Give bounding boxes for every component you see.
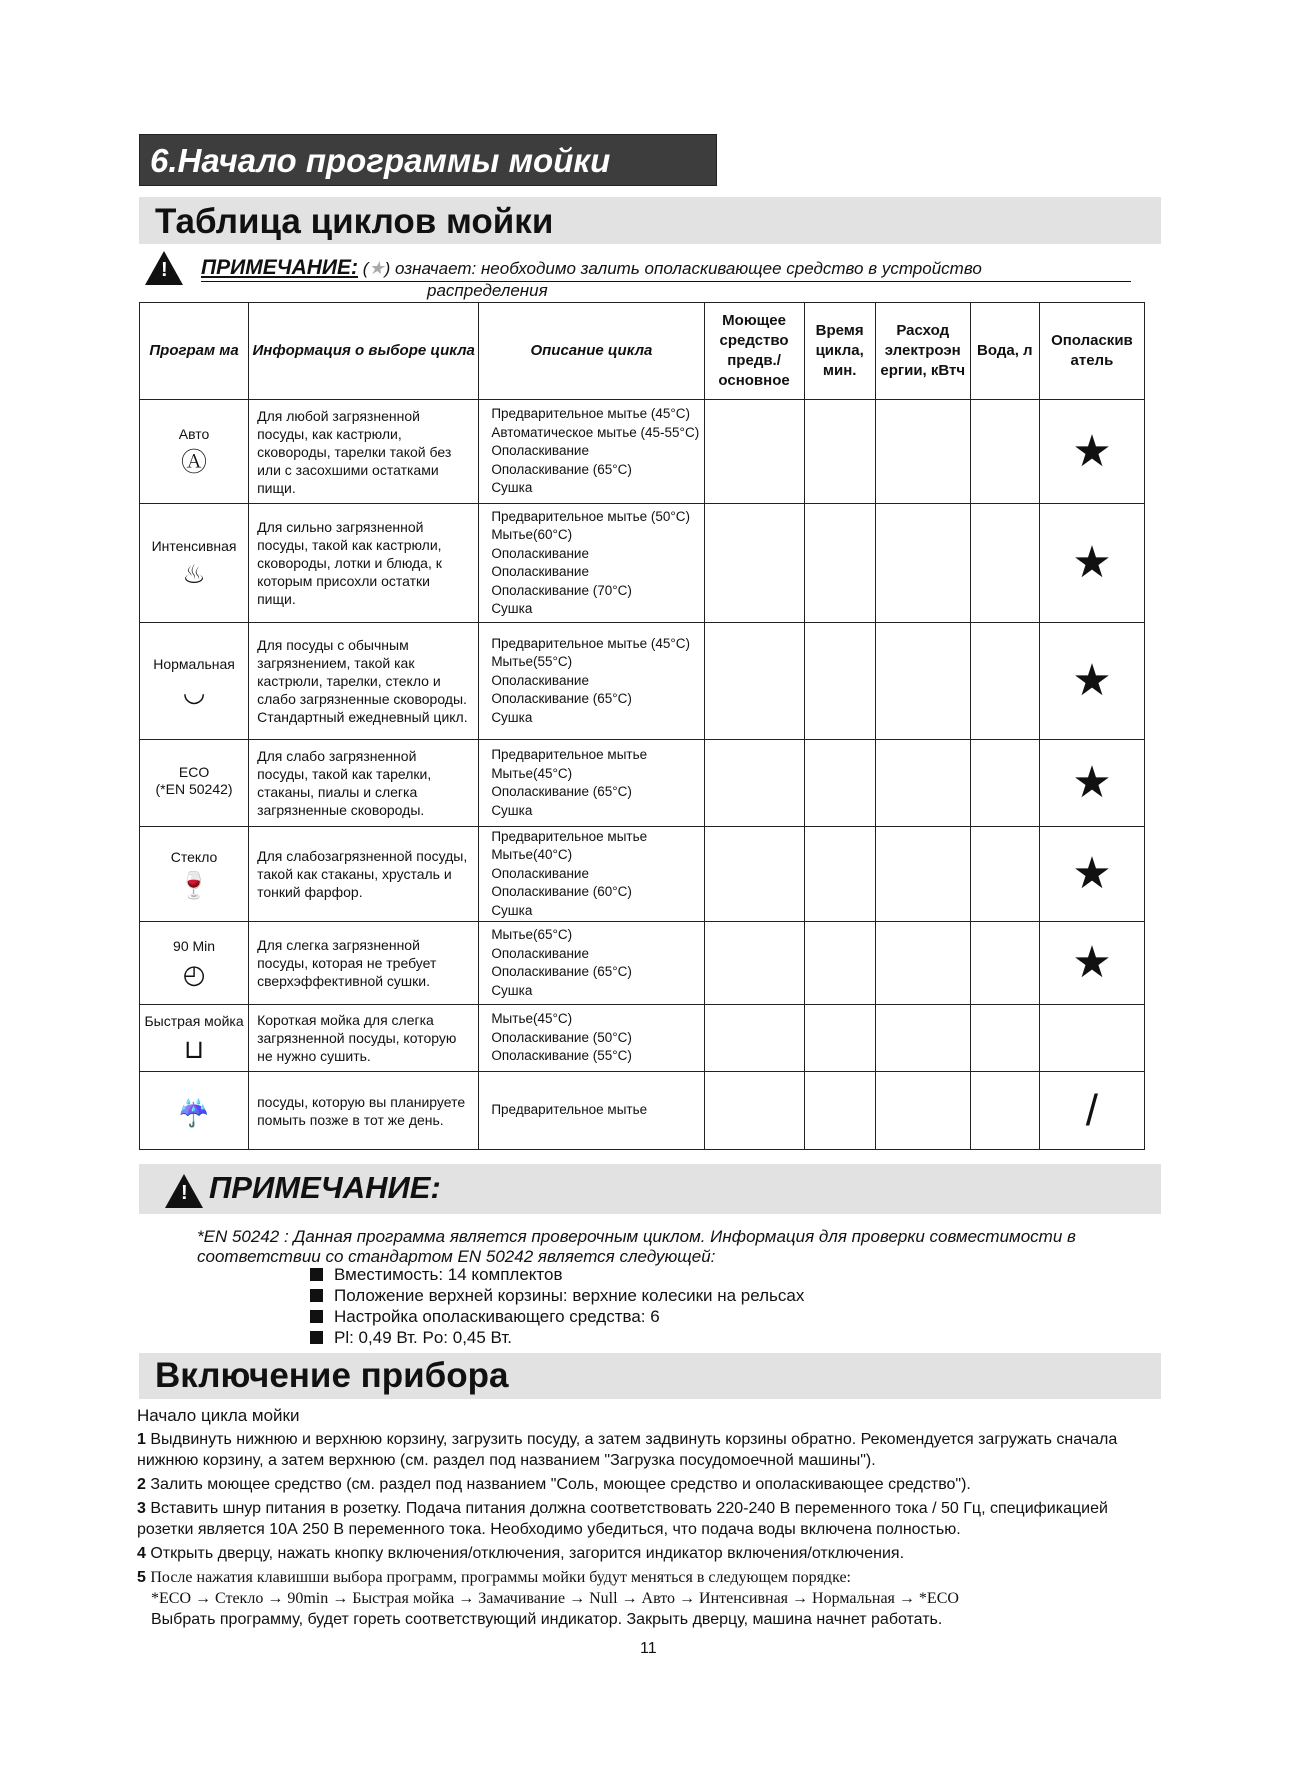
cycle-step: Автоматическое мытье (45-55°C) [491,424,700,440]
program-name: Стекло [170,848,218,865]
steps [137,1405,1167,1630]
program-name: 90 Min [173,937,216,954]
cycle-step: Ополаскивание (70°C) [491,582,632,598]
cycle-description [479,504,704,623]
page-title: 6.Начало программы мойки [139,134,717,186]
header-energy: Расход электроэн ергии, кВтч [875,303,970,400]
program-name: Быстрая мойка [144,1012,244,1029]
table-row [140,922,1145,1005]
program-cell [140,504,249,623]
cycle-step: Сушка [491,480,533,496]
cycle-step: Ополаскивание (65°C) [491,964,632,979]
water-cell [970,400,1039,504]
wash-cycle-table [139,302,1145,1150]
program-info: Для слабо загрязненной посуды, такой как тарелки, стаканы, пиалы и слегка загрязненные сковороды. [249,740,479,827]
time-cell [804,1072,875,1150]
water-cell [970,827,1039,922]
cycle-step: Ополаскивание (60°C) [491,884,632,900]
program-name-note: (*EN 50242) [155,781,233,797]
cycle-step: Мытье(45°C) [491,765,573,781]
rinse-aid-cell: ★ [1039,740,1144,827]
warning-icon: ! [165,1174,203,1208]
water-cell [970,504,1039,623]
program-name: Интенсивная [151,537,237,554]
cycle-step: Предварительное мытье (50°C) [491,508,691,524]
cycle-step: Мытье(55°C) [491,654,573,670]
detergent-cell [704,504,804,623]
step: 3 Вставить шнур питания в розетку. Подача питания должна соответствовать 220-240 В переменного тока / 50 Гц, спецификацией розетки является 10А 250 В переменного тока. Необходимо убедиться, что подача воды включена полностью. [137,1500,1108,1538]
program-info: Для слегка загрязненной посуды, которая не требует сверхэффективной сушки. [249,922,479,1005]
cycle-step: Ополаскивание [491,865,589,881]
program-icon: Ⓐ [181,447,208,477]
energy-cell [875,1005,970,1072]
cycle-description [479,623,704,740]
cycle-step: Предварительное мытье [491,828,648,844]
cycle-step: Предварительное мытье (45°C) [491,635,691,651]
detergent-cell [704,623,804,740]
table-row [140,1005,1145,1072]
note-row [145,249,1155,299]
time-cell [804,623,875,740]
program-cell [140,623,249,740]
cycle-step: Мытье(65°C) [491,927,573,942]
step: 5 После нажатия клавишши выбора программ, программы мойки будут меняться в следующем порядке: [137,1569,851,1586]
time-cell [804,922,875,1005]
water-cell [970,1005,1039,1072]
water-cell [970,623,1039,740]
header-description: Описание цикла [479,303,704,400]
cycle-step: Ополаскивание (55°C) [491,1048,632,1064]
page-number: 11 [640,1640,657,1657]
table-row [140,1072,1145,1150]
cycle-step: Мытье(60°C) [491,527,573,542]
table-row [140,504,1145,623]
list-item: Pl: 0,49 Вт. Po: 0,45 Вт. [310,1327,804,1348]
step-text: Выбрать программу, будет гореть соответствующий индикатор. Закрыть дверцу, машина начнет работать. [151,1611,943,1628]
program-info: Для посуды с обычным загрязнением, такой как кастрюли, тарелки, стекло и слабо загрязненные сковороды. Стандартный ежедневный цикл. [249,623,479,740]
header-program: Програм ма [140,303,249,400]
cycle-step: Предварительное мытье [491,1102,648,1118]
steps-heading: Начало цикла мойки [137,1406,300,1425]
water-cell [970,1072,1039,1150]
table-row [140,740,1145,827]
program-name: Нормальная [153,655,235,672]
program-info: Короткая мойка для слегка загрязненной посуды, которую не нужно сушить. [249,1005,479,1072]
program-icon: ☔ [177,1097,211,1128]
rinse-aid-cell: ★ [1039,922,1144,1005]
table-row [140,400,1145,504]
grey-star-icon: ★ [368,258,385,278]
time-cell [804,740,875,827]
warning-icon: ! [145,251,183,285]
cycle-step: Ополаскивание [491,564,589,579]
cycle-description [479,1005,704,1072]
energy-cell [875,740,970,827]
detergent-cell [704,922,804,1005]
program-info: Для сильно загрязненной посуды, такой как кастрюли, сковороды, лотки и блюда, к которым присохли остатки пищи. [249,504,479,623]
en50242-note: *EN 50242 : Данная программа является проверочным циклом. Информация для проверки совместимости в соответствии со стандартом EN 50242 является следующей: [197,1227,1076,1266]
cycle-step: Ополаскивание (65°C) [491,691,632,707]
cycle-step: Сушка [491,601,533,616]
program-icon: ♨ [182,558,206,589]
cycle-description [479,740,704,827]
cycle-step: Сушка [491,709,533,725]
detergent-cell [704,400,804,504]
step: 2 Залить моющее средство (см. раздел под названием "Соль, моющее средство и ополаскивающее средство"). [137,1476,971,1493]
cycle-description [479,1072,704,1150]
step: 1 Выдвинуть нижнюю и верхнюю корзину, загрузить посуду, а затем задвинуть корзины обратно. Рекомендуется загружать сначала нижнюю корзину, а затем верхнюю (см. раздел под названием "Загрузка посудомоечной машины"). [137,1431,1118,1469]
program-cell [140,1005,249,1072]
cycle-step: Ополаскивание (65°C) [491,784,632,799]
cycle-step: Сушка [491,802,533,818]
header-info: Информация о выборе цикла [249,303,479,400]
detergent-cell [704,1072,804,1150]
cycle-step: Ополаскивание [491,672,589,688]
table-row [140,623,1145,740]
program-cell [140,1072,249,1150]
cycle-description [479,400,704,504]
detergent-cell [704,740,804,827]
header-detergent: Моющее средство предв./ основное [704,303,804,400]
program-order: *ECO → Стекло → 90min → Быстрая мойка → Замачивание → Null → Авто → Интенсивная → Нормальная → *ECO [151,1590,959,1607]
cycle-step: Ополаскивание [491,545,589,561]
water-cell [970,922,1039,1005]
section-title: Таблица циклов мойки [155,202,554,241]
header-rinse-aid: Ополаскив атель [1039,303,1144,400]
energy-cell [875,623,970,740]
program-name: ECO [178,764,210,780]
cycle-step: Ополаскивание (50°C) [491,1029,632,1045]
section-header-switching-on [139,1353,1161,1399]
energy-cell [875,400,970,504]
program-cell [140,827,249,922]
energy-cell [875,504,970,623]
list-item: Вместимость: 14 комплектов [310,1264,804,1285]
energy-cell [875,1072,970,1150]
note-header [139,1164,1161,1214]
cycle-step: Сушка [491,982,533,998]
program-cell [140,400,249,504]
rinse-aid-cell: ★ [1039,623,1144,740]
program-cell [140,740,249,827]
program-name: Авто [178,426,210,442]
step: 4 Открыть дверцу, нажать кнопку включения/отключения, загорится индикатор включения/отключения. [137,1545,905,1562]
list-item: Положение верхней корзины: верхние колесики на рельсах [310,1285,804,1306]
rinse-aid-cell: ★ [1039,504,1144,623]
program-icon: 🍷 [177,869,211,900]
section-title: Включение прибора [155,1356,509,1395]
program-info: Для слабозагрязненной посуды, такой как стаканы, хрусталь и тонкий фарфор. [249,827,479,922]
table-row [140,827,1145,922]
program-cell [140,922,249,1005]
note-text-continued: распределения [427,281,548,300]
energy-cell [875,922,970,1005]
header-time: Время цикла, мин. [804,303,875,400]
cycle-step: Предварительное мытье [491,747,648,762]
detergent-cell [704,827,804,922]
cycle-description [479,827,704,922]
note-text: ПРИМЕЧАНИЕ: (★) означает: необходимо залить ополаскивающее средство в устройство [201,256,1131,282]
time-cell [804,1005,875,1072]
test-settings-list [310,1264,804,1348]
time-cell [804,504,875,623]
cycle-step: Мытье(40°C) [491,847,573,863]
cycle-step: Предварительное мытье (45°C) [491,406,691,422]
cycle-step: Мытье(45°C) [491,1011,573,1027]
cycle-step: Ополаскивание (65°C) [491,461,632,477]
cycle-step: Ополаскивание [491,945,589,961]
rinse-aid-cell: ★ [1039,400,1144,504]
program-icon: ◡ [182,676,206,707]
program-info: посуды, которую вы планируете помыть позже в тот же день. [249,1072,479,1150]
note2-title: ПРИМЕЧАНИЕ: [209,1170,441,1205]
table-header-row [140,303,1145,400]
list-item: Настройка ополаскивающего средства: 6 [310,1306,804,1327]
time-cell [804,400,875,504]
program-info: Для любой загрязненной посуды, как кастрюли, сковороды, тарелки такой без или с засохшими остатками пищи. [249,400,479,504]
note-label: ПРИМЕЧАНИЕ: [201,256,359,279]
time-cell [804,827,875,922]
program-icon: ⊔ [183,1033,205,1064]
cycle-step: Ополаскивание [491,443,589,459]
rinse-aid-cell [1039,1005,1144,1072]
water-cell [970,740,1039,827]
rinse-aid-cell: / [1039,1072,1144,1150]
program-icon: ◴ [182,958,206,989]
header-water: Вода, л [970,303,1039,400]
cycle-step: Сушка [491,902,533,918]
detergent-cell [704,1005,804,1072]
cycle-description [479,922,704,1005]
rinse-aid-cell: ★ [1039,827,1144,922]
section-header-wash-cycle-table [139,197,1161,244]
energy-cell [875,827,970,922]
